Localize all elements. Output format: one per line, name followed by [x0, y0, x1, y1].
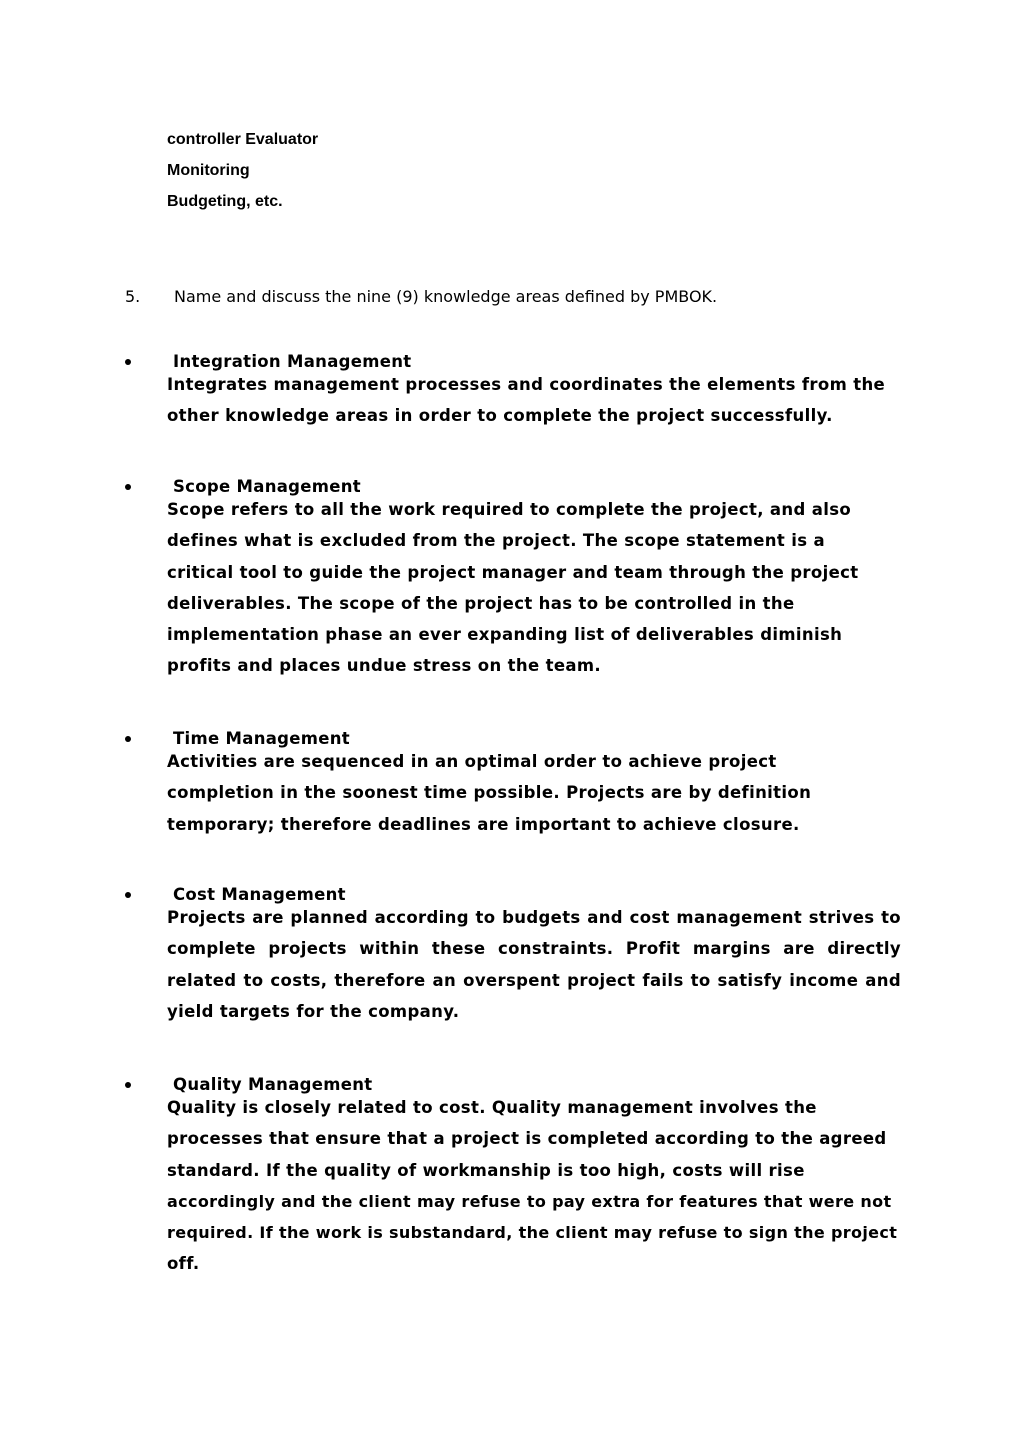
description-line: defines what is excluded from the project. The scope statement is a	[167, 531, 825, 551]
description-line: deliverables. The scope of the project has to be controlled in the	[167, 593, 795, 613]
knowledge-area-title: Quality Management	[173, 1075, 373, 1094]
description-line: accordingly and the client may refuse to pay extra for features that were not	[167, 1191, 892, 1211]
description-line: standard. If the quality of workmanship is too high, costs will rise	[167, 1160, 805, 1180]
description-line: complete projects within these constraints. Profit margins are directly	[167, 939, 901, 959]
question-text: Name and discuss the nine (9) knowledge areas defined by PMBOK.	[174, 287, 718, 306]
description-line: Scope refers to all the work required to complete the project, and also	[167, 500, 852, 519]
knowledge-area-description	[167, 1092, 901, 1280]
description-line: implementation phase an ever expanding list of deliverables diminish	[167, 625, 843, 645]
description-line: processes that ensure that a project is completed according to the agreed	[167, 1129, 887, 1149]
intro-line: Monitoring	[167, 162, 250, 179]
intro-role-list	[167, 124, 318, 217]
intro-line: controller Evaluator	[167, 131, 319, 148]
knowledge-area-description	[167, 369, 901, 432]
description-line: required. If the work is substandard, the client may refuse to sign the project	[167, 1223, 898, 1243]
knowledge-area-title: Integration Management	[173, 352, 412, 371]
description-line: critical tool to guide the project manager and team through the project	[167, 562, 859, 582]
knowledge-area-description	[167, 746, 901, 840]
knowledge-area-title: Scope Management	[173, 477, 361, 496]
description-line: Integrates management processes and coordinates the elements from the	[167, 375, 886, 394]
bullet-icon	[125, 484, 131, 490]
knowledge-area-description	[167, 902, 901, 1027]
description-line: completion in the soonest time possible. Projects are by definition	[167, 783, 812, 803]
description-line: other knowledge areas in order to complete the project successfully.	[167, 406, 833, 426]
bullet-icon	[125, 359, 131, 365]
intro-line: Budgeting, etc.	[167, 193, 283, 210]
question-number: 5.	[125, 287, 141, 306]
description-line: off.	[167, 1254, 200, 1274]
description-line: Quality is closely related to cost. Quality management involves the	[167, 1098, 817, 1117]
description-line: profits and places undue stress on the team.	[167, 656, 602, 676]
bullet-icon	[125, 892, 131, 898]
description-line: temporary; therefore deadlines are important to achieve closure.	[167, 814, 800, 834]
description-line: yield targets for the company.	[167, 1001, 460, 1021]
bullet-icon	[125, 736, 131, 742]
bullet-icon	[125, 1082, 131, 1088]
knowledge-area-title: Time Management	[173, 729, 350, 748]
knowledge-area-title: Cost Management	[173, 885, 346, 904]
question-heading	[125, 285, 717, 309]
description-line: related to costs, therefore an overspent project fails to satisfy income and	[167, 970, 901, 990]
knowledge-area-description	[167, 494, 901, 682]
description-line: Activities are sequenced in an optimal order to achieve project	[167, 752, 777, 771]
description-line: Projects are planned according to budgets and cost management strives to	[167, 908, 901, 927]
